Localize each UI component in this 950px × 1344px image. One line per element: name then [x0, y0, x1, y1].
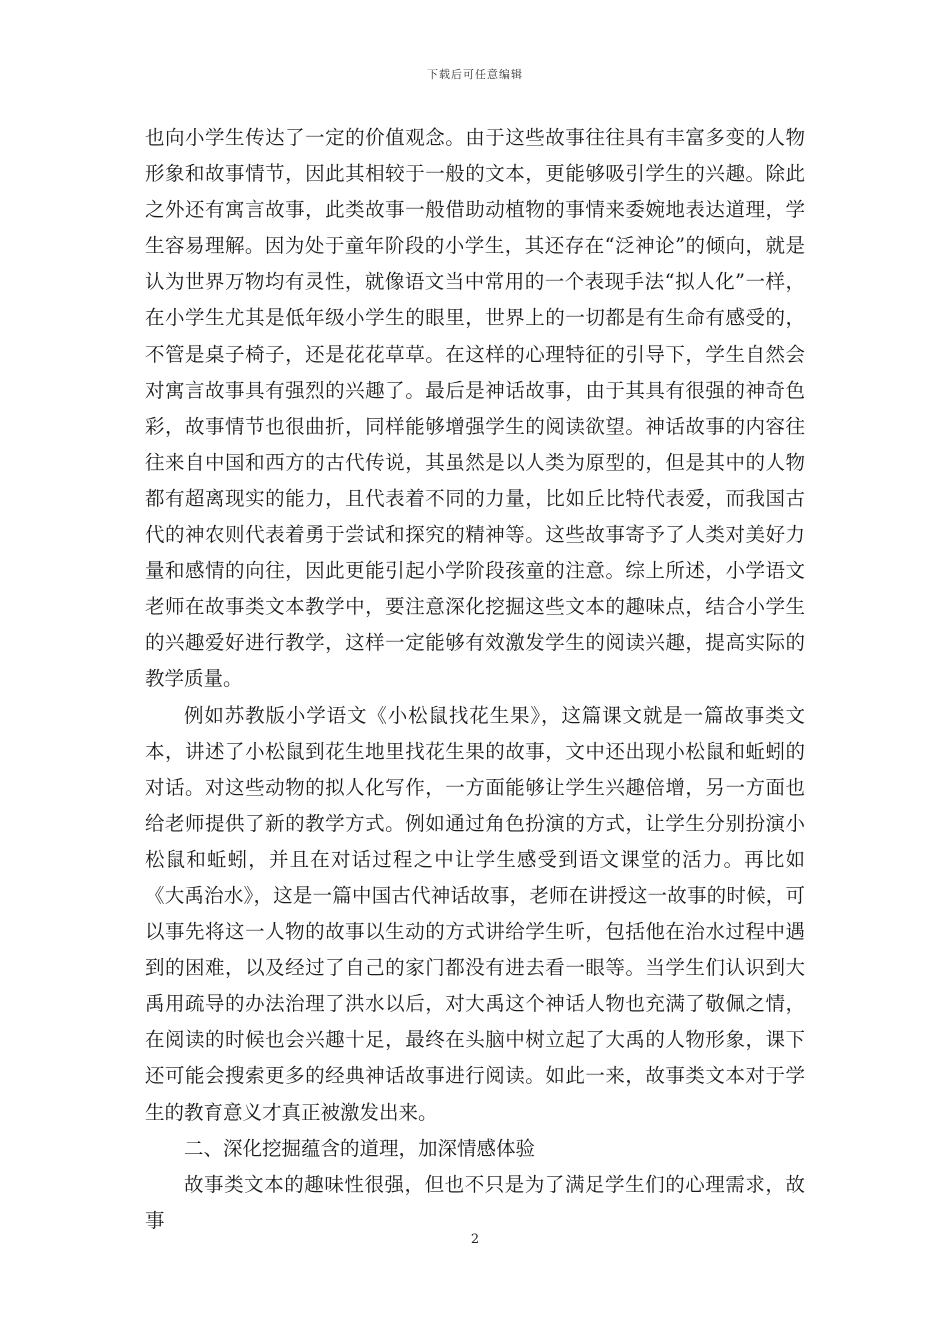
page-header: 下载后可任意编辑	[427, 68, 523, 81]
page-number: 2	[470, 1232, 480, 1247]
paragraph: 故事类文本的趣味性很强，但也不只是为了满足学生们的心理需求，故事	[145, 1172, 805, 1232]
section-heading: 二、深化挖掘蕴含的道理，加深情感体验	[184, 1136, 536, 1160]
document-body	[145, 120, 805, 1239]
paragraph: 也向小学生传达了一定的价值观念。由于这些故事往往具有丰富多变的人物形象和故事情节，因此其相较于一般的文本，更能够吸引学生的兴趣。除此之外还有寓言故事，此类故事一般借助动植物的事情来委婉地表达道理，学生容易理解。因为处于童年阶段的小学生，其还存在“泛神论”的倾向，就是认为世界万物均有灵性，就像语文当中常用的一个表现手法“拟人化”一样，在小学生尤其是低年级小学生的眼里，世界上的一切都是有生命有感受的，不管是桌子椅子，还是花花草草。在这样的心理特征的引导下，学生自然会对寓言故事具有强烈的兴趣了。最后是神话故事，由于其具有很强的神奇色彩，故事情节也很曲折，同样能够增强学生的阅读欲望。神话故事的内容往往来自中国和西方的古代传说，其虽然是以人类为原型的，但是其中的人物都有超离现实的能力，且代表着不同的力量，比如丘比特代表爱，而我国古代的神农则代表着勇于尝试和探究的精神等。这些故事寄予了人类对美好力量和感情的向往，因此更能引起小学阶段孩童的注意。综上所述，小学语文老师在故事类文本教学中，要注意深化挖掘这些文本的趣味点，结合小学生的兴趣爱好进行教学，这样一定能够有效激发学生的阅读兴趣，提高实际的教学质量。	[145, 126, 805, 691]
paragraph: 例如苏教版小学语文《小松鼠找花生果》，这篇课文就是一篇故事类文本，讲述了小松鼠到花生地里找花生果的故事，文中还出现小松鼠和蚯蚓的对话。对这些动物的拟人化写作，一方面能够让学生兴趣倍增，另一方面也给老师提供了新的教学方式。例如通过角色扮演的方式，让学生分别扮演小松鼠和蚯蚓，并且在对话过程之中让学生感受到语文课堂的活力。再比如《大禹治水》，这是一篇中国古代神话故事，老师在讲授这一故事的时候，可以事先将这一人物的故事以生动的方式讲给学生听，包括他在治水过程中遇到的困难，以及经过了自己的家门都没有进去看一眼等。当学生们认识到大禹用疏导的办法治理了洪水以后，对大禹这个神话人物也充满了敬佩之情，在阅读的时候也会兴趣十足，最终在头脑中树立起了大禹的人物形象，课下还可能会搜索更多的经典神话故事进行阅读。如此一来，故事类文本对于学生的教育意义才真正被激发出来。	[145, 703, 805, 1124]
